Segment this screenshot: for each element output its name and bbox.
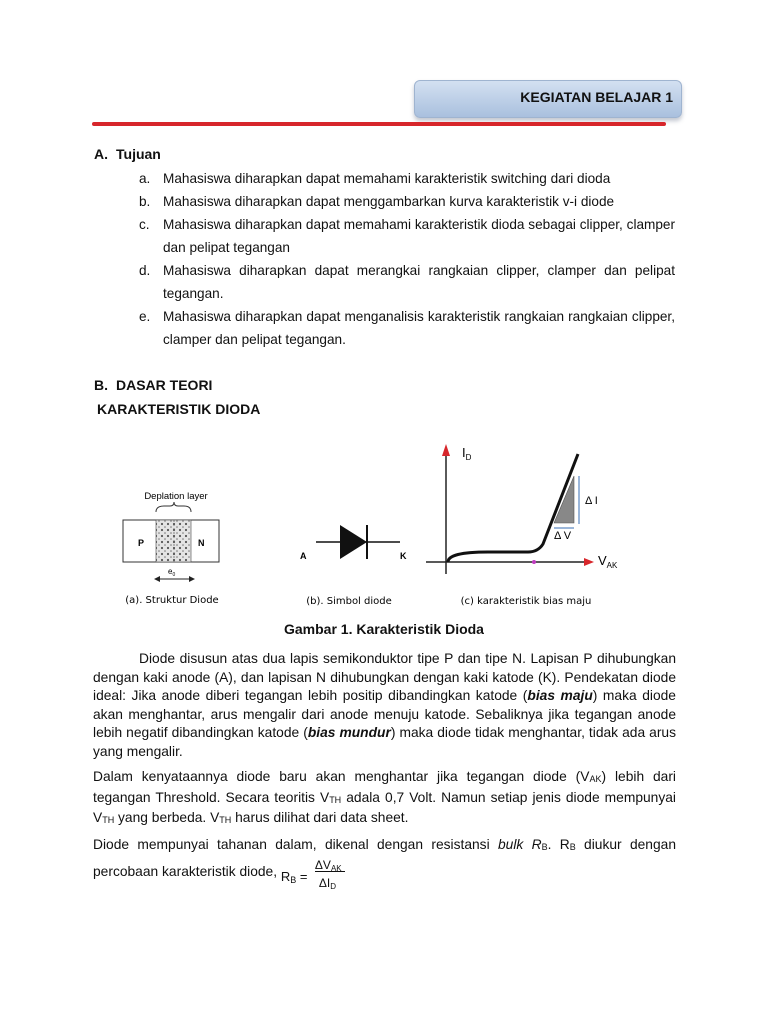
diode-figure <box>88 432 648 614</box>
rb-formula: RB = ΔVAK ΔID <box>281 858 351 888</box>
width-label: $e_0$ <box>168 567 176 578</box>
goal-item <box>139 259 675 305</box>
n-region-label: N <box>198 538 205 548</box>
anode-label: A <box>300 551 307 561</box>
section-b-title: DASAR TEORI <box>116 377 213 393</box>
goal-marker: c. <box>139 217 150 232</box>
figure-caption: Gambar 1. Karakteristik Dioda <box>284 621 484 637</box>
header-title: KEGIATAN BELAJAR 1 <box>520 89 673 105</box>
brace-icon <box>156 502 191 512</box>
forward-bias-curve <box>448 454 578 562</box>
goal-text: Mahasiswa diharapkan dapat menganalisis karakteristik rangkaian rangkaian clipper, clamper dan pelipat tegangan. <box>163 309 675 347</box>
threshold-marker <box>532 560 536 564</box>
goal-marker: b. <box>139 194 151 209</box>
depletion-region <box>156 520 191 562</box>
section-a-number: A. <box>94 146 108 162</box>
cathode-label: K <box>400 551 407 561</box>
slope-triangle <box>554 476 574 523</box>
goal-item <box>139 213 675 259</box>
delta-v-label: Δ V <box>554 530 572 542</box>
emphasis-bias-maju: bias maju <box>527 688 593 703</box>
formula-denominator: ΔI <box>318 876 331 890</box>
goal-text: Mahasiswa diharapkan dapat memahami karakteristik switching dari dioda <box>163 171 611 186</box>
goal-item <box>139 167 675 190</box>
goal-text: Mahasiswa diharapkan dapat memahami karakteristik dioda sebagai clipper, clamper dan pelipat tegangan <box>163 217 675 255</box>
section-b-heading <box>94 377 212 393</box>
section-b-subtitle: KARAKTERISTIK DIODA <box>97 401 261 417</box>
emphasis-bulk: bulk R <box>497 837 542 852</box>
y-axis-arrow-icon <box>442 444 450 456</box>
delta-i-label: Δ I <box>585 495 598 507</box>
figure-c-caption: (c) karakteristik bias maju <box>460 596 592 607</box>
paragraph-diode-intro: Diode disusun atas dua lapis semikonduktor tipe P dan tipe N. Lapisan P dihubungkan dengan kaki anode (A), dan lapisan N dihubungkan dengan kaki katode (K). Pendekatan diode ideal: Jika anode diberi tegangan lebih positip dibandingkan katode (bias maju) maka diode akan menghantar, arus mengalir dari anode menuju katode. Sebaliknya jika tegangan anode lebih negatif dibandingkan katode (bias mundur) maka diode tidak menghantar, tidak ada arus yang mengalir. <box>93 651 677 759</box>
header-divider <box>92 122 666 126</box>
paragraph-bulk-resistance: Diode mempunyai tahanan dalam, dikenal dengan resistansi bulk RB. RB diukur dengan percobaan karakteristik diode, RB = ΔVAK ΔID <box>93 837 677 891</box>
goal-text: Mahasiswa diharapkan dapat merangkai rangkaian clipper, clamper dan pelipat tegangan. <box>163 263 675 301</box>
diode-structure <box>123 491 219 606</box>
diode-symbol <box>300 525 407 607</box>
header-banner <box>414 80 682 118</box>
goal-marker: e. <box>139 309 151 324</box>
goal-item <box>139 305 675 351</box>
iv-curve-plot <box>426 444 618 607</box>
x-axis-arrow-icon <box>584 558 594 566</box>
goals-list <box>139 167 675 351</box>
depletion-layer-label: Deplation layer <box>144 491 208 502</box>
section-a-title: Tujuan <box>116 146 161 162</box>
diode-triangle-icon <box>340 525 367 559</box>
x-axis-label: $V_{AK}$ <box>598 553 618 570</box>
paragraph-threshold: Dalam kenyataannya diode baru akan menghantar jika tegangan diode (VAK) lebih dari tegangan Threshold. Secara teoritis VTH adala 0,7 Volt. Namun setiap jenis diode mempunyai VTH yang berbeda. VTH harus dilihat dari data sheet. <box>93 769 677 825</box>
section-b-number: B. <box>94 377 108 393</box>
p-region-label: P <box>138 538 145 548</box>
goal-marker: d. <box>139 263 151 278</box>
y-axis-label: $I_D$ <box>462 445 472 462</box>
goal-marker: a. <box>139 171 151 186</box>
figure-b-caption: (b). Simbol diode <box>306 596 392 607</box>
goal-item <box>139 190 675 213</box>
figure-a-caption: (a). Struktur Diode <box>125 595 219 606</box>
section-a-heading <box>94 146 161 162</box>
emphasis-bias-mundur: bias mundur <box>307 725 391 740</box>
goal-text: Mahasiswa diharapkan dapat menggambarkan kurva karakteristik v-i diode <box>163 194 615 209</box>
formula-numerator: ΔV <box>314 858 331 872</box>
